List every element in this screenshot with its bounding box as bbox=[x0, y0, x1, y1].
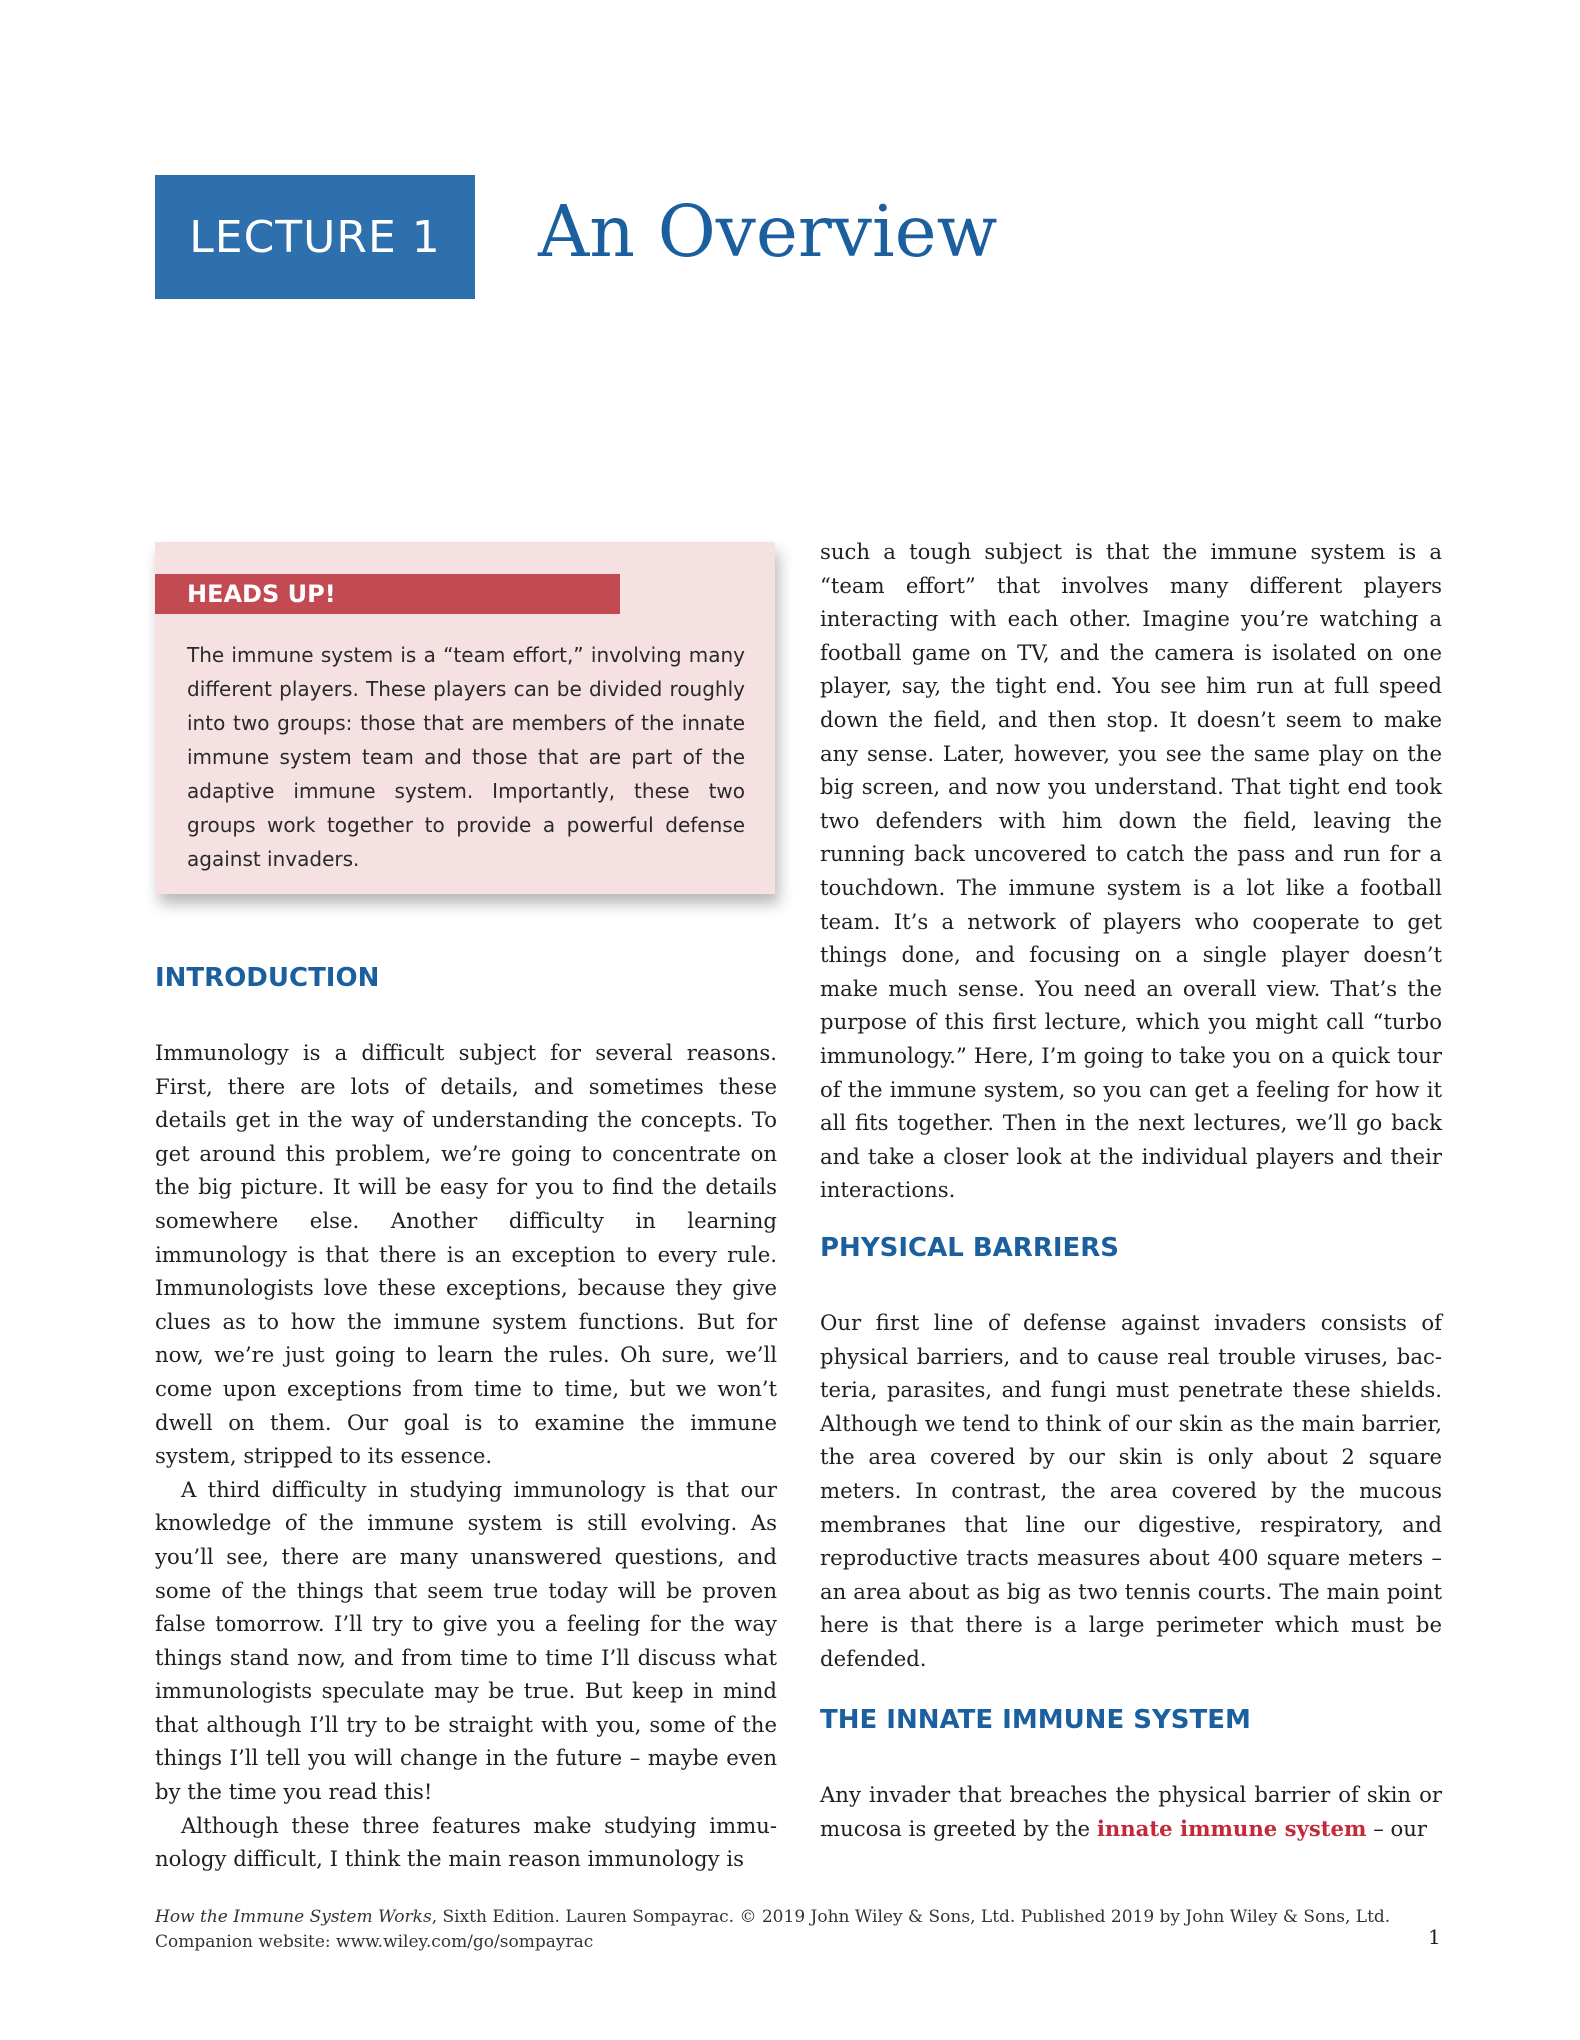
heads-up-label: HEADS UP! bbox=[155, 574, 620, 614]
intro-paragraph-2: A third difficulty in studying immunology is that our knowledge of the immune system is still evolving. As you’ll see, there are many unanswered questions, and some of the things that seem true today will be proven false tomorrow. I’ll try to give you a feeling for the way things stand now, and from time to time I’ll discuss what immunologists speculate may be true. But keep in mind that although I’ll try to be straight with you, some of the things I’ll tell you will change in the future – maybe even by the time you read this! bbox=[155, 1476, 777, 1805]
heads-up-text: The immune system is a “team effort,” involving many different players. These players can be divided roughly into two groups: those that are members of the innate immune system team and those that are part of the adaptive immune system. Importantly, these two groups work together to provide a powerful defense against invaders. bbox=[187, 643, 745, 871]
lecture-badge bbox=[155, 175, 475, 299]
left-column bbox=[155, 1036, 777, 1876]
section-heading-introduction: INTRODUCTION bbox=[155, 963, 380, 993]
footer-citation bbox=[155, 1905, 1390, 1955]
footer-line-1 bbox=[155, 1905, 1390, 1930]
innate-text-before: Any invader that breaches the physical barrier of skin or mucosa is greeted by the bbox=[820, 1782, 1442, 1841]
footer-citation-text: , Sixth Edition. Lauren Sompayrac. © 2019 John Wiley & Sons, Ltd. Published 2019 by John Wiley & Sons, Ltd. bbox=[431, 1907, 1391, 1927]
footer-website: Companion website: www.wiley.com/go/sompayrac bbox=[155, 1932, 594, 1952]
innate-text bbox=[820, 1778, 1442, 1845]
chapter-title: An Overview bbox=[538, 190, 998, 273]
innate-paragraph bbox=[820, 1778, 1442, 1845]
physical-barriers-text bbox=[820, 1306, 1442, 1676]
footer-book-title: How the Immune System Works bbox=[155, 1907, 432, 1927]
intro-paragraph-1: Immunology is a difficult subject for several reasons. First, there are lots of details, and sometimes these details get in the way of understanding the concepts. To get around this problem, we’re going to concentrate on the big picture. It will be easy for you to find the details somewhere else. Another difficulty in learning immunology is that there is an exception to every rule. Immunologists love these exceptions, because they give clues as to how the immune system functions. But for now, we’re just going to learn the rules. Oh sure, we’ll come upon exceptions from time to time, but we won’t dwell on them. Our goal is to examine the immune system, stripped to its essence. bbox=[155, 1040, 777, 1469]
section-heading-innate-immune-system: THE INNATE IMMUNE SYSTEM bbox=[820, 1705, 1251, 1735]
intro-paragraph-3-continued: such a tough subject is that the immune system is a “team effort” that involves many different players interacting with each other. Imagine you’re watching a football game on TV, and the camera is isolated on one player, say, the tight end. You see him run at full speed down the field, and then stop. It doesn’t seem to make any sense. Later, however, you see the same play on the big screen, and now you understand. That tight end took two defenders with him down the field, leaving the running back uncovered to catch the pass and run for a touchdown. The immune system is a lot like a football team. It’s a network of players who cooperate to get things done, and focusing on a single player doesn’t make much sense. You need an overall view. That’s the purpose of this first lecture, which you might call “turbo immunology.” Here, I’m going to take you on a quick tour of the immune system, so you can get a feeling for how it all fits together. Then in the next lectures, we’ll go back and take a closer look at the individual players and their interactions. bbox=[820, 539, 1442, 1203]
keyterm-innate-immune-system: innate immune system bbox=[1096, 1815, 1367, 1841]
lecture-label: LECTURE 1 bbox=[189, 211, 441, 263]
intro-paragraph-3: Although these three features make studying immunology difficult, I think the main reason immunology is bbox=[155, 1812, 777, 1872]
heads-up-box bbox=[155, 542, 775, 894]
innate-text-after: – our bbox=[1366, 1815, 1428, 1841]
physical-barriers-paragraph: Our first line of defense against invaders consists of physical barriers, and to cause real trouble viruses, bacteria, parasites, and fungi must penetrate these shields. Although we tend to think of our skin as the main barrier, the area covered by our skin is only about 2 square meters. In contrast, the area covered by the mucous membranes that line our digestive, respiratory, and reproductive tracts measures about 400 square meters – an area about as big as two tennis courts. The main point here is that there is a large perimeter which must be defended. bbox=[820, 1310, 1442, 1671]
right-column-top bbox=[820, 535, 1442, 1207]
section-heading-physical-barriers: PHYSICAL BARRIERS bbox=[820, 1233, 1120, 1263]
page-number: 1 bbox=[1428, 1925, 1441, 1949]
